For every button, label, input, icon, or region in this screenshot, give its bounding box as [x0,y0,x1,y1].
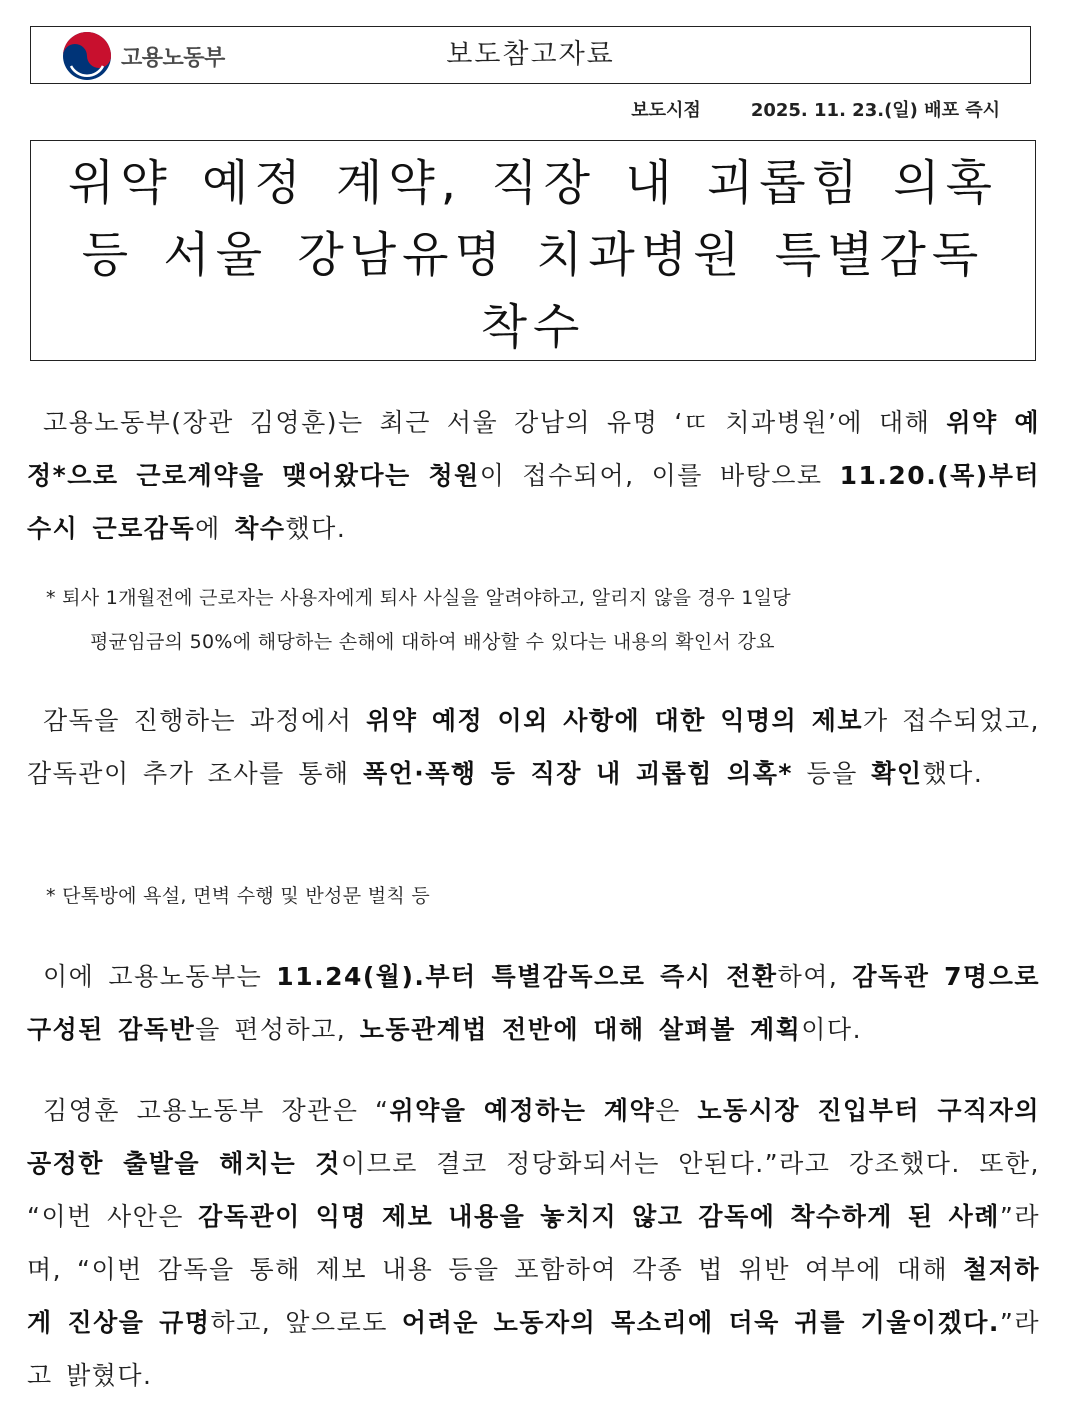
p1-text-3: 에 [195,514,235,543]
p2-text-3: 등을 [793,759,872,788]
p4-bold-1: 위약을 예정하는 계약 [389,1096,656,1125]
p3-bold-1: 11.24(월).부터 특별감독으로 즉시 전환 [276,962,778,991]
footnote-2-star: * [46,885,56,907]
p1-bold-2: 11.20.(목)부터 수시 근로감독 [27,461,1041,543]
release-info [631,96,1000,122]
footnote-2 [46,874,1041,918]
p2-bold-1: 위약 예정 이외 사항에 대한 익명의 제보 [366,706,863,735]
p3-bold-3: 노동관계법 전반에 대해 살펴볼 계획 [359,1015,802,1044]
paragraph-2 [27,694,1040,800]
p2-bold-2: 폭언·폭행 등 직장 내 괴롭힘 의혹* [362,759,793,788]
p2-bold-3: 확인 [871,759,923,788]
footnote-1-star: * [46,587,56,609]
org-name: 고용노동부 [121,45,225,71]
p1-text-1: 고용노동부(장관 김영훈)는 최근 서울 강남의 유명 ‘ㄸ 치과병원’에 대해 [43,408,947,437]
p4-text-5: 하고, 앞으로도 [210,1308,402,1337]
p1-text-4: 했다. [285,514,347,543]
title-box [30,140,1036,361]
footnote-1 [46,576,1041,664]
p1-bold-1: 위약 예정*으로 근로계약을 맺어왔다는 청원 [27,408,1041,490]
p4-bold-3: 감독관이 익명 제보 내용을 놓치지 않고 감독에 착수하게 된 사례 [198,1202,1000,1231]
paragraph-3 [27,950,1040,1056]
p3-text-3: 을 편성하고, [195,1015,360,1044]
p3-text-2: 하여, [777,962,853,991]
p3-bold-2: 감독관 7명으로 구성된 감독반 [27,962,1040,1044]
p4-bold-2: 노동시장 진입부터 구직자의 공정한 출발을 해치는 것 [27,1096,1040,1178]
page-title: 위약 예정 계약, 직장 내 괴롭힘 의혹 등 서울 강남유명 치과병원 특별감독 착수 [68,155,998,355]
footnote-1-line-2: 평균임금의 50%에 해당하는 손해에 대하여 배상할 수 있다는 내용의 확인서 강요 [90,631,775,653]
paragraph-4 [27,1084,1040,1402]
header-box [30,26,1031,84]
p4-bold-4: 철저하게 진상을 규명 [27,1255,1040,1337]
p1-bold-3: 착수 [234,514,286,543]
doc-type-label: 보도참고자료 [446,39,615,70]
release-label: 보도시점 [631,100,701,121]
p2-text-1: 감독을 진행하는 과정에서 [43,706,367,735]
p3-text-1: 이에 고용노동부는 [43,962,277,991]
p2-text-4: 했다. [922,759,984,788]
p4-bold-5: 어려운 노동자의 목소리에 더욱 귀를 기울이겠다. [401,1308,1000,1337]
p1-text-2: 이 접수되어, 이를 바탕으로 [479,461,840,490]
p3-text-4: 이다. [801,1015,863,1044]
release-value: 2025. 11. 23.(일) 배포 즉시 [750,100,1000,121]
footnote-2-line-1: 단톡방에 욕설, 면벽 수행 및 반성문 벌칙 등 [62,885,430,907]
p2-text-2: 가 접수되었고, 감독관이 추가 조사를 통해 [27,706,1041,788]
footnote-1-line-1: 퇴사 1개월전에 근로자는 사용자에게 퇴사 사실을 알려야하고, 알리지 않을 경우 1일당 [62,587,791,609]
p4-text-3: 이므로 결코 정당화되서는 안된다.”라고 강조했다. 또한, “이번 사안은 [27,1149,1040,1231]
paragraph-1 [27,396,1040,555]
p4-text-6: ”라고 밝혔다. [27,1308,1040,1390]
p4-text-4: ”라며, “이번 감독을 통해 제보 내용 등을 포함하여 각종 법 위반 여부에 대해 [27,1202,1040,1284]
p4-text-1: 김영훈 고용노동부 장관은 “ [43,1096,390,1125]
p4-text-2: 은 [655,1096,698,1125]
